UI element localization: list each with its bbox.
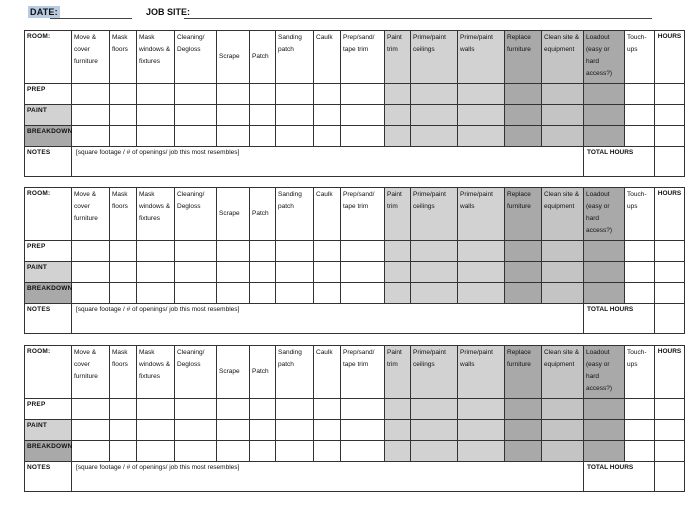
notes-field[interactable]: [square footage / # of openings/ job this most resembles] bbox=[72, 462, 584, 492]
total-hours-label: TOTAL HOURS bbox=[584, 462, 655, 492]
page-header bbox=[0, 4, 700, 22]
date-field[interactable] bbox=[50, 18, 132, 19]
col-mask-floors: Mask floors bbox=[110, 188, 137, 241]
notes-label: NOTES bbox=[25, 147, 72, 177]
date-label: DATE: bbox=[30, 7, 58, 17]
col-move-cover-furniture: Move & cover furniture bbox=[72, 188, 110, 241]
breakdown-label: BREAKDOWN bbox=[25, 126, 72, 147]
paint-label: PAINT bbox=[25, 420, 72, 441]
col-clean-site: Clean site & equipment bbox=[542, 346, 584, 399]
notes-field[interactable]: [square footage / # of openings/ job this most resembles] bbox=[72, 147, 584, 177]
breakdown-row bbox=[25, 441, 685, 462]
prep-label: PREP bbox=[25, 84, 72, 105]
room-block bbox=[24, 30, 685, 177]
col-cleaning-degloss: Cleaning/ Degloss bbox=[175, 346, 217, 399]
total-hours-field[interactable] bbox=[655, 462, 685, 492]
col-prime-paint-ceilings: Prime/paint ceilings bbox=[411, 31, 458, 84]
room-block bbox=[24, 345, 685, 492]
col-caulk: Caulk bbox=[314, 346, 341, 399]
col-cleaning-degloss: Cleaning/ Degloss bbox=[175, 31, 217, 84]
col-mask-windows: Mask windows & fixtures bbox=[137, 346, 175, 399]
col-clean-site: Clean site & equipment bbox=[542, 31, 584, 84]
col-replace-furniture: Replace furniture bbox=[505, 188, 542, 241]
col-prime-paint-walls: Prime/paint walls bbox=[458, 346, 505, 399]
col-scrape: Scrape bbox=[217, 346, 250, 399]
prep-row bbox=[25, 241, 685, 262]
col-scrape: Scrape bbox=[217, 188, 250, 241]
col-move-cover-furniture: Move & cover furniture bbox=[72, 31, 110, 84]
col-paint-trim: Paint trim bbox=[385, 31, 411, 84]
total-hours-label: TOTAL HOURS bbox=[584, 147, 655, 177]
breakdown-label: BREAKDOWN bbox=[25, 283, 72, 304]
col-prep-sand-tape-trim: Prep/sand/ tape trim bbox=[341, 31, 385, 84]
room-label: ROOM: bbox=[25, 188, 72, 241]
col-hours: HOURS bbox=[655, 346, 685, 399]
notes-label: NOTES bbox=[25, 304, 72, 334]
col-mask-windows: Mask windows & fixtures bbox=[137, 188, 175, 241]
prep-label: PREP bbox=[25, 241, 72, 262]
col-hours: HOURS bbox=[655, 188, 685, 241]
col-sanding-patch: Sanding patch bbox=[276, 346, 314, 399]
notes-row bbox=[25, 304, 685, 334]
col-prime-paint-ceilings: Prime/paint ceilings bbox=[411, 346, 458, 399]
notes-label: NOTES bbox=[25, 462, 72, 492]
col-touch-ups: Touch-ups bbox=[625, 31, 655, 84]
col-prime-paint-walls: Prime/paint walls bbox=[458, 188, 505, 241]
col-loadout: Loadout (easy or hard access?) bbox=[584, 346, 625, 399]
col-loadout: Loadout (easy or hard access?) bbox=[584, 188, 625, 241]
col-paint-trim: Paint trim bbox=[385, 346, 411, 399]
col-caulk: Caulk bbox=[314, 188, 341, 241]
total-hours-field[interactable] bbox=[655, 304, 685, 334]
total-hours-label: TOTAL HOURS bbox=[584, 304, 655, 334]
col-replace-furniture: Replace furniture bbox=[505, 31, 542, 84]
col-loadout: Loadout (easy or hard access?) bbox=[584, 31, 625, 84]
col-paint-trim: Paint trim bbox=[385, 188, 411, 241]
col-prime-paint-walls: Prime/paint walls bbox=[458, 31, 505, 84]
paint-label: PAINT bbox=[25, 262, 72, 283]
job-site-label: JOB SITE: bbox=[146, 7, 191, 17]
prep-row bbox=[25, 399, 685, 420]
col-prime-paint-ceilings: Prime/paint ceilings bbox=[411, 188, 458, 241]
col-patch: Patch bbox=[250, 346, 276, 399]
col-hours: HOURS bbox=[655, 31, 685, 84]
paint-label: PAINT bbox=[25, 105, 72, 126]
col-touch-ups: Touch-ups bbox=[625, 346, 655, 399]
col-patch: Patch bbox=[250, 31, 276, 84]
prep-label: PREP bbox=[25, 399, 72, 420]
col-clean-site: Clean site & equipment bbox=[542, 188, 584, 241]
col-touch-ups: Touch-ups bbox=[625, 188, 655, 241]
room-block bbox=[24, 187, 685, 334]
room-label: ROOM: bbox=[25, 31, 72, 84]
paint-row bbox=[25, 105, 685, 126]
col-replace-furniture: Replace furniture bbox=[505, 346, 542, 399]
col-patch: Patch bbox=[250, 188, 276, 241]
room-label: ROOM: bbox=[25, 346, 72, 399]
col-scrape: Scrape bbox=[217, 31, 250, 84]
col-prep-sand-tape-trim: Prep/sand/ tape trim bbox=[341, 188, 385, 241]
col-cleaning-degloss: Cleaning/ Degloss bbox=[175, 188, 217, 241]
col-mask-floors: Mask floors bbox=[110, 346, 137, 399]
paint-row bbox=[25, 262, 685, 283]
notes-field[interactable]: [square footage / # of openings/ job this most resembles] bbox=[72, 304, 584, 334]
breakdown-row bbox=[25, 126, 685, 147]
prep-row bbox=[25, 84, 685, 105]
col-sanding-patch: Sanding patch bbox=[276, 188, 314, 241]
col-sanding-patch: Sanding patch bbox=[276, 31, 314, 84]
notes-row bbox=[25, 462, 685, 492]
paint-row bbox=[25, 420, 685, 441]
breakdown-row bbox=[25, 283, 685, 304]
col-mask-windows: Mask windows & fixtures bbox=[137, 31, 175, 84]
col-prep-sand-tape-trim: Prep/sand/ tape trim bbox=[341, 346, 385, 399]
total-hours-field[interactable] bbox=[655, 147, 685, 177]
col-mask-floors: Mask floors bbox=[110, 31, 137, 84]
col-move-cover-furniture: Move & cover furniture bbox=[72, 346, 110, 399]
breakdown-label: BREAKDOWN bbox=[25, 441, 72, 462]
col-caulk: Caulk bbox=[314, 31, 341, 84]
job-site-field[interactable] bbox=[184, 18, 652, 19]
notes-row bbox=[25, 147, 685, 177]
